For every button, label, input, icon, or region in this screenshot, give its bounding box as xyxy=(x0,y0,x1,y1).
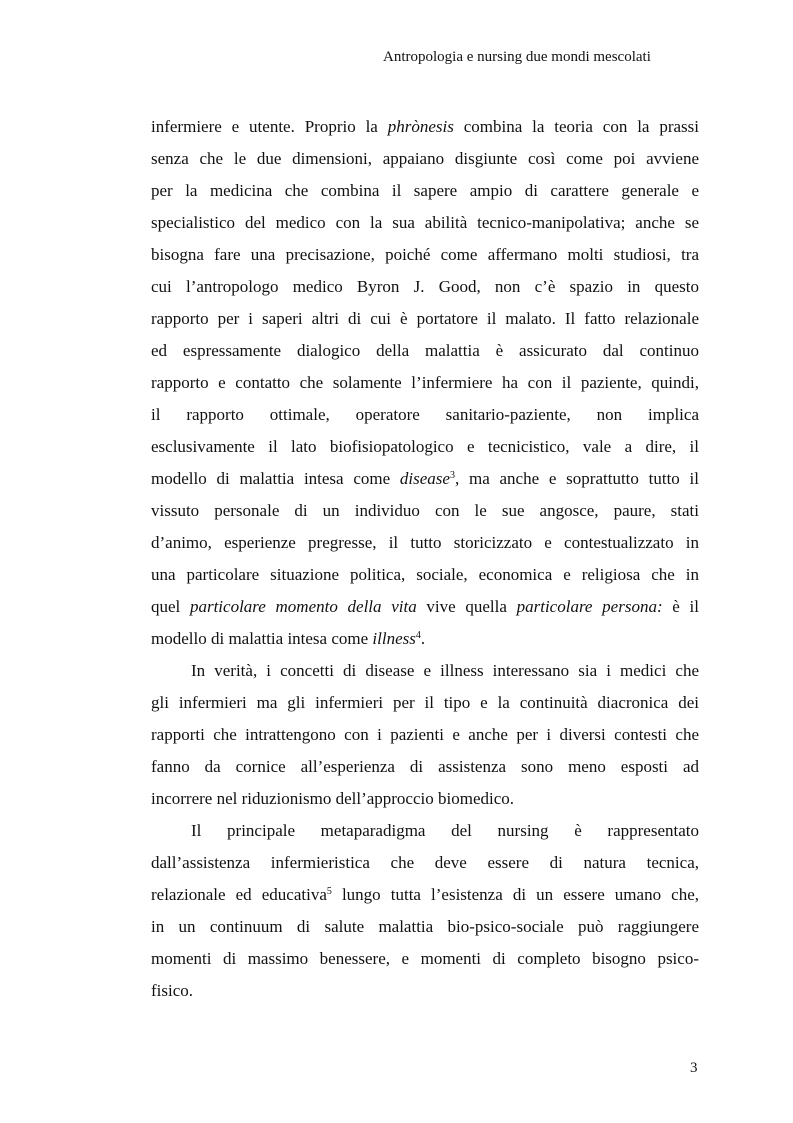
footnote-ref: 3 xyxy=(449,470,455,481)
body-line: In verità, i concetti di disease e illness interessano sia i medici che xyxy=(191,661,699,680)
page-number: 3 xyxy=(690,1060,698,1076)
body-line: fisico. xyxy=(151,981,194,1000)
body-line: momenti di massimo benessere, e momenti di completo bisogno psico- xyxy=(151,949,699,968)
body-line: cui l’antropologo medico Byron J. Good, non c’è spazio in questo xyxy=(151,277,699,296)
body-line: una particolare situazione politica, sociale, economica e religiosa che in xyxy=(151,565,699,584)
running-header: Antropologia e nursing due mondi mescolati xyxy=(383,49,651,65)
italic-term: phrònesis xyxy=(387,117,454,136)
footnote-ref: 5 xyxy=(326,886,332,897)
body-line: incorrere nel riduzionismo dell’approccio biomedico. xyxy=(151,789,515,808)
body-line: per la medicina che combina il sapere ampio di carattere generale e xyxy=(151,181,699,200)
body-line: gli infermieri ma gli infermieri per il tipo e la continuità diacronica dei xyxy=(151,693,699,712)
body-line: bisogna fare una precisazione, poiché come affermano molti studiosi, tra xyxy=(151,245,699,264)
body-line: fanno da cornice all’esperienza di assistenza sono meno esposti ad xyxy=(151,757,699,776)
italic-term: particolare momento della vita xyxy=(189,597,417,616)
body-line: il rapporto ottimale, operatore sanitario-paziente, non implica xyxy=(151,405,699,424)
body-line: ed espressamente dialogico della malattia è assicurato dal continuo xyxy=(151,341,699,360)
body-line: quel particolare momento della vita vive quella particolare persona: è il xyxy=(151,597,699,616)
body-line: rapporti che intrattengono con i pazienti e anche per i diversi contesti che xyxy=(151,725,699,744)
footnote-ref: 4 xyxy=(415,630,421,641)
body-line: infermiere e utente. Proprio la phrònesis combina la teoria con la prassi xyxy=(151,117,700,136)
body-line: rapporto e contatto che solamente l’infermiere ha con il paziente, quindi, xyxy=(151,373,699,392)
body-line: rapporto per i saperi altri di cui è portatore il malato. Il fatto relazionale xyxy=(151,309,699,328)
body-line: vissuto personale di un individuo con le sue angosce, paure, stati xyxy=(151,501,699,520)
italic-term: disease xyxy=(399,469,450,488)
body-line: specialistico del medico con la sua abilità tecnico-manipolativa; anche se xyxy=(151,213,699,232)
italic-term: particolare persona: xyxy=(516,597,663,616)
body-line: in un continuum di salute malattia bio-psico-sociale può raggiungere xyxy=(151,917,699,936)
body-line: d’animo, esperienze pregresse, il tutto storicizzato e contestualizzato in xyxy=(151,533,699,552)
body-line: modello di malattia intesa come illness$^4$. xyxy=(151,629,426,648)
body-line: senza che le due dimensioni, appaiano disgiunte così come poi avviene xyxy=(151,149,699,168)
italic-term: illness xyxy=(372,629,416,648)
body-line: esclusivamente il lato biofisiopatologico e tecnicistico, vale a dire, il xyxy=(151,437,699,456)
body-line: Il principale metaparadigma del nursing è rappresentato xyxy=(191,821,699,840)
body-line: dall’assistenza infermieristica che deve essere di natura tecnica, xyxy=(151,853,699,872)
body-line: relazionale ed educativa$^5$ lungo tutta l’esistenza di un essere umano che, xyxy=(151,885,699,904)
body-line: modello di malattia intesa come disease$^3$, ma anche e soprattutto tutto il xyxy=(151,469,699,488)
